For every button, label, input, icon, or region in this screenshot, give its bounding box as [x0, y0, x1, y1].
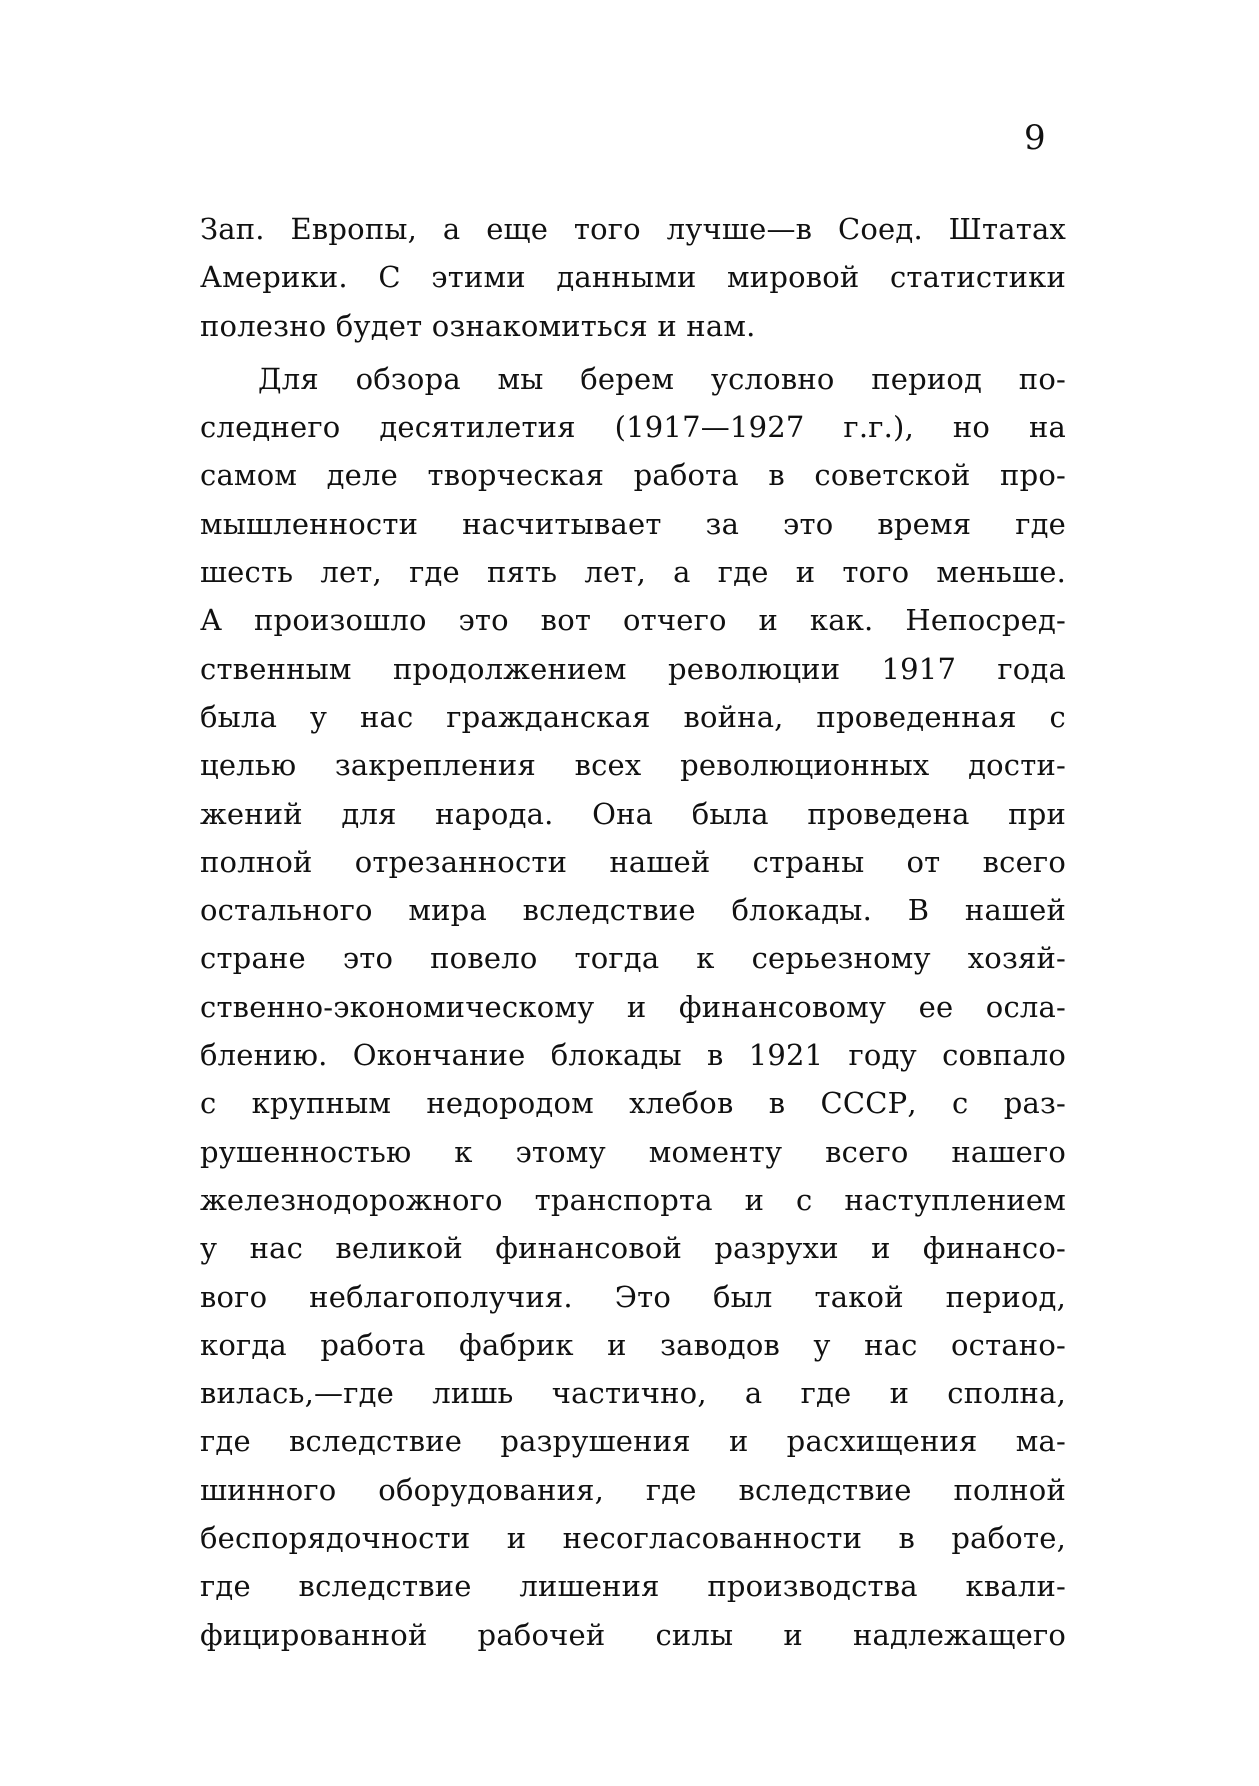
text-line: где вследствие разрушения и расхищения ма- [200, 1424, 1066, 1459]
text-line: у нас великой финансовой разрухи и финансо- [200, 1231, 1066, 1266]
text-line: жений для народа. Она была проведена при [200, 796, 1066, 831]
text-line: А произошло это вот отчего и как. Непосред- [200, 603, 1066, 638]
text-line: ственно-экономическому и финансовому ее осла- [200, 989, 1066, 1024]
text-line: железнодорожного транспорта и с наступлением [200, 1182, 1066, 1217]
text-line: была у нас гражданская война, проведенная с [200, 699, 1066, 734]
text-line: фицированной рабочей силы и надлежащего [200, 1617, 1066, 1652]
text-line: ственным продолжением революции 1917 года [200, 651, 1066, 686]
text-line: самом деле творческая работа в советской про- [200, 458, 1066, 493]
text-line: когда работа фабрик и заводов у нас остано- [200, 1327, 1066, 1362]
text-line: рушенностью к этому моменту всего нашего [200, 1134, 1066, 1169]
text-line: где вследствие лишения производства квали- [200, 1569, 1066, 1604]
text-line: мышленности насчитывает за это время где [200, 506, 1066, 541]
page-number: 9 [1024, 118, 1046, 158]
text-line: Для обзора мы берем условно период по- [258, 361, 1066, 396]
text-line: остального мира вследствие блокады. В нашей [200, 893, 1066, 928]
text-line: полной отрезанности нашей страны от всего [200, 844, 1066, 879]
text-line: стране это повело тогда к серьезному хозяй- [200, 941, 1066, 976]
text-line: блению. Окончание блокады в 1921 году совпало [200, 1038, 1066, 1073]
text-line: вилась,—где лишь частично, а где и сполна, [200, 1376, 1066, 1411]
text-line: беспорядочности и несогласованности в работе, [200, 1521, 1066, 1556]
text-line: шесть лет, где пять лет, а где и того меньше. [200, 555, 1066, 590]
text-line: Зап. Европы, а еще того лучше—в Соед. Штатах [200, 212, 1066, 246]
body-text [200, 205, 1066, 1659]
text-line: следнего десятилетия (1917—1927 г.г.), но на [200, 410, 1066, 445]
text-line: целью закрепления всех революционных дости- [200, 748, 1066, 783]
text-line: вого неблагополучия. Это был такой период, [200, 1279, 1066, 1314]
text-line: с крупным недородом хлебов в СССР, с раз- [200, 1086, 1066, 1121]
text-line: шинного оборудования, где вследствие полной [200, 1472, 1066, 1507]
text-line: полезно будет ознакомиться и нам. [200, 308, 756, 343]
text-line: Америки. С этими данными мировой статистики [200, 260, 1066, 295]
